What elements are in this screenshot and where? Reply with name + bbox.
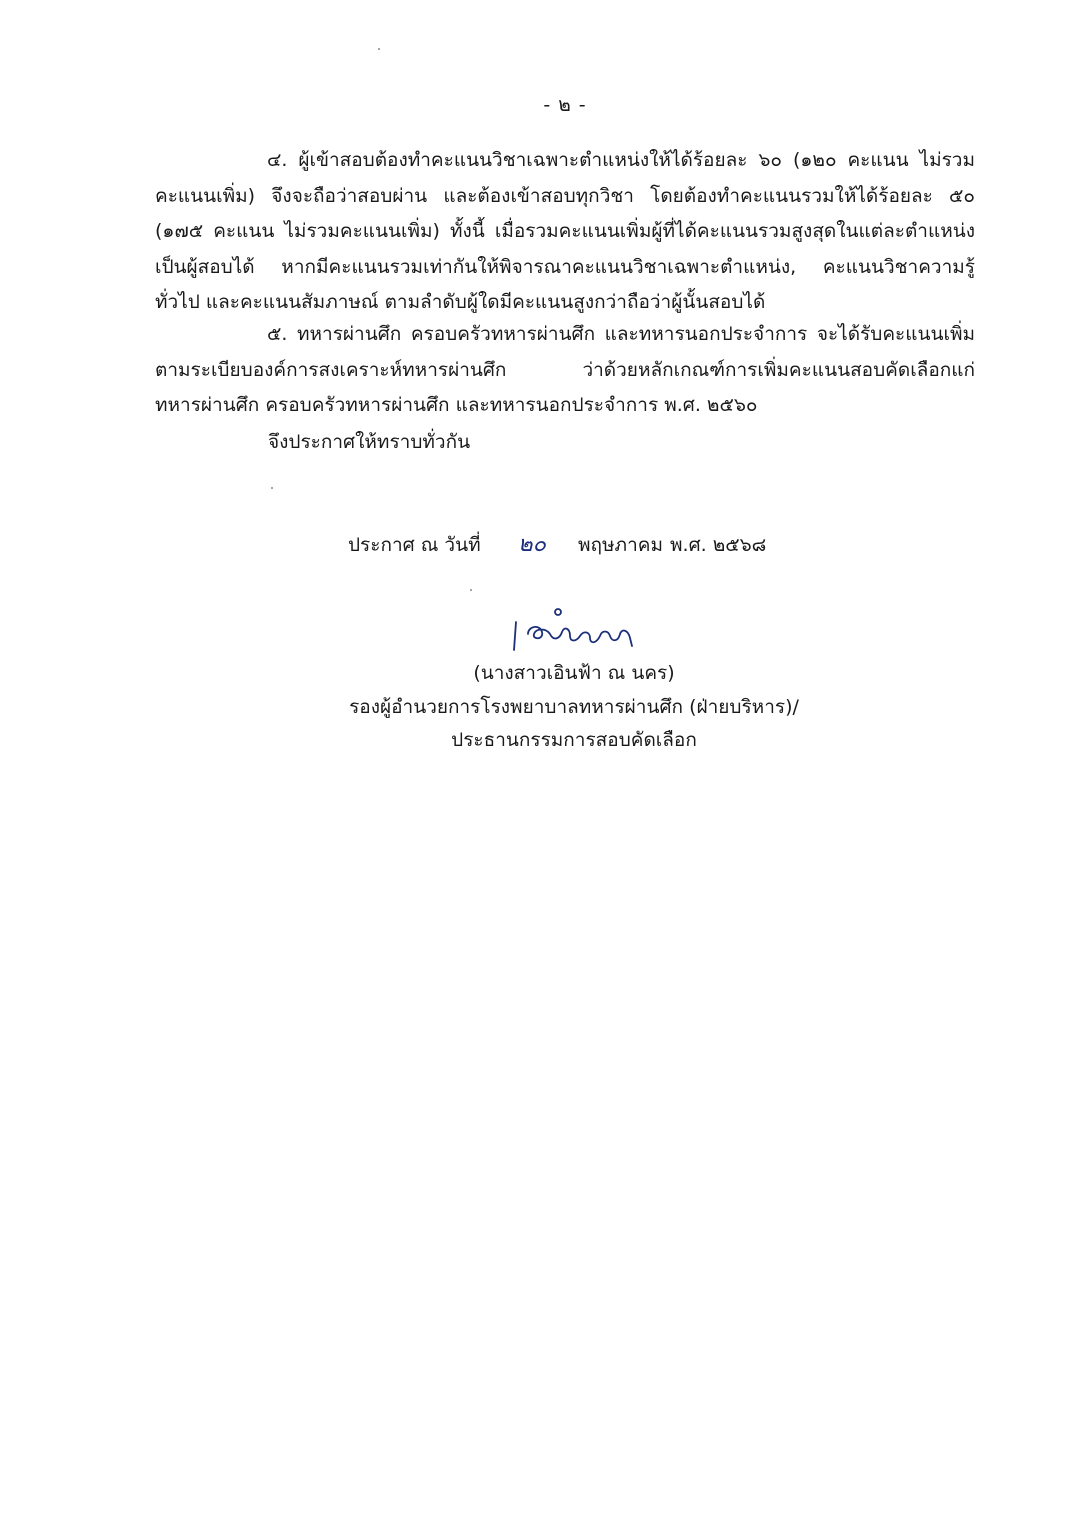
date-month: พฤษภาคม (578, 534, 663, 556)
signature-image (510, 604, 640, 656)
signer-title: รองผู้อำนวยการโรงพยาบาลทหารผ่านศึก (ฝ่ายบริหาร)/ (349, 695, 799, 718)
announcement-date (348, 527, 766, 563)
signer-name: (นางสาวเอินฟ้า ณ นคร) (473, 662, 675, 684)
paragraph-5: ๕. ทหารผ่านศึก ครอบครัวทหารผ่านศึก และทหารนอกประจำการ จะได้รับคะแนนเพิ่ม ตามระเบียบองค์การสงเคราะห์ทหารผ่านศึก ว่าด้วยหลักเกณฑ์การเพิ่มคะแนนสอบคัดเลือกแก่ทหารผ่านศึก ครอบครัวทหารผ่านศึก และทหารนอกประจำการ พ.ศ. ๒๕๖๐ (155, 323, 975, 416)
date-day-handwritten: ๒๐ (518, 532, 546, 557)
signer-block (300, 657, 848, 758)
closing-statement: จึงประกาศให้ทราบทั่วกัน (268, 431, 471, 453)
date-year: พ.ศ. ๒๕๖๘ (670, 534, 767, 556)
scan-speck (470, 589, 472, 591)
scan-speck (378, 48, 380, 50)
page-number: - ๒ - (543, 94, 587, 116)
signer-committee-role: ประธานกรรมการสอบคัดเลือก (451, 729, 697, 751)
paragraph-4: ๔. ผู้เข้าสอบต้องทำคะแนนวิชาเฉพาะตำแหน่งให้ได้ร้อยละ ๖๐ (๑๒๐ คะแนน ไม่รวมคะแนนเพิ่ม) จึงจะถือว่าสอบผ่าน และต้องเข้าสอบทุกวิชา โดยต้องทำคะแนนรวมให้ได้ร้อยละ ๕๐ (๑๗๕ คะแนน ไม่รวมคะแนนเพิ่ม) ทั้งนี้ เมื่อรวมคะแนนเพิ่มผู้ที่ได้คะแนนรวมสูงสุดในแต่ละตำแหน่งเป็นผู้สอบได้ หากมีคะแนนรวมเท่ากันให้พิจารณาคะแนนวิชาเฉพาะตำแหน่ง, คะแนนวิชาความรู้ทั่วไป และคะแนนสัมภาษณ์ ตามลำดับผู้ใดมีคะแนนสูงกว่าถือว่าผู้นั้นสอบได้ (155, 149, 975, 313)
scan-speck (271, 487, 273, 489)
date-prefix: ประกาศ ณ วันที่ (348, 534, 481, 556)
